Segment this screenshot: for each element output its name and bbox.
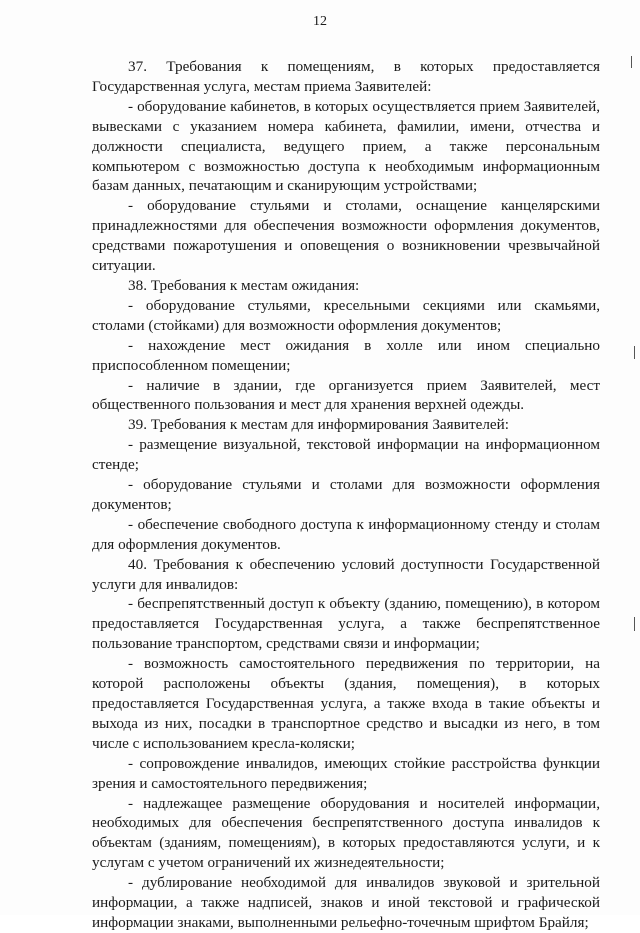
list-item: - оборудование кабинетов, в которых осуществляется прием Заявителей, вывесками с указанием номера кабинета, фамилии, имени, отчества и должности специалиста, ведущего прием, а также персональным компьютером с возможностью доступа к необходимым информационным базам данных, печатающим и сканирующим устройствами; — [92, 97, 600, 195]
list-item: - размещение визуальной, текстовой информации на информационном стенде; — [92, 436, 600, 474]
paragraph-40-heading: 40. Требования к обеспечению условий доступности Государственной услуги для инвалидов: — [92, 555, 600, 593]
list-item: - возможность самостоятельного передвижения по территории, на которой расположены объекты (здания, помещения), в которых предоставляется Государственная услуга, а также входа в такие объекты и выхода из них, посадки в транспортное средство и высадки из него, в том числе с использованием кресла-коляски; — [92, 655, 600, 752]
paragraph-38-heading: 38. Требования к местам ожидания: — [128, 276, 360, 294]
page-number: 12 — [313, 14, 327, 29]
scan-artifact-mark — [634, 346, 635, 359]
scan-artifact-mark — [631, 56, 632, 68]
paragraph-37-heading: 37. Требования к помещениям, в которых предоставляется Государственная услуга, местам приема Заявителей: — [92, 58, 600, 95]
paragraph-39-heading: 39. Требования к местам для информирования Заявителей: — [128, 416, 509, 434]
document-body — [92, 57, 600, 933]
list-item: - оборудование стульями и столами для возможности оформления документов; — [92, 476, 600, 513]
scan-artifact-mark — [634, 617, 635, 631]
list-item: - дублирование необходимой для инвалидов звуковой и зрительной информации, а также надписей, знаков и иной текстовой и графической информации знаками, выполненными рельефно-точечным шрифтом Брайля; — [92, 874, 600, 931]
list-item: - надлежащее размещение оборудования и носителей информации, необходимых для обеспечения беспрепятственного доступа инвалидов к объектам (зданиям, помещениям), в которых предоставляются услуги, и к услугам с учетом ограничений их жизнедеятельности; — [92, 794, 600, 872]
list-item: - сопровождение инвалидов, имеющих стойкие расстройства функции зрения и самостоятельного передвижения; — [92, 754, 600, 792]
list-item: - беспрепятственный доступ к объекту (зданию, помещению), в котором предоставляется Государственная услуга, а также беспрепятственное пользование транспортом, средствами связи и информации; — [92, 595, 600, 653]
list-item: - наличие в здании, где организуется прием Заявителей, мест общественного пользования и мест для хранения верхней одежды. — [92, 376, 600, 414]
list-item: - обеспечение свободного доступа к информационному стенду и столам для оформления документов. — [92, 515, 600, 553]
list-item: - оборудование стульями и столами, оснащение канцелярскими принадлежностями для обеспечения возможности оформления документов, средствами пожаротушения и оповещения о возникновении чрезвычайной ситуации. — [92, 197, 600, 275]
list-item: - нахождение мест ожидания в холле или ином специально приспособленном помещении; — [92, 336, 600, 374]
list-item: - оборудование стульями, кресельными секциями или скамьями, столами (стойками) для возможности оформления документов; — [92, 296, 600, 334]
